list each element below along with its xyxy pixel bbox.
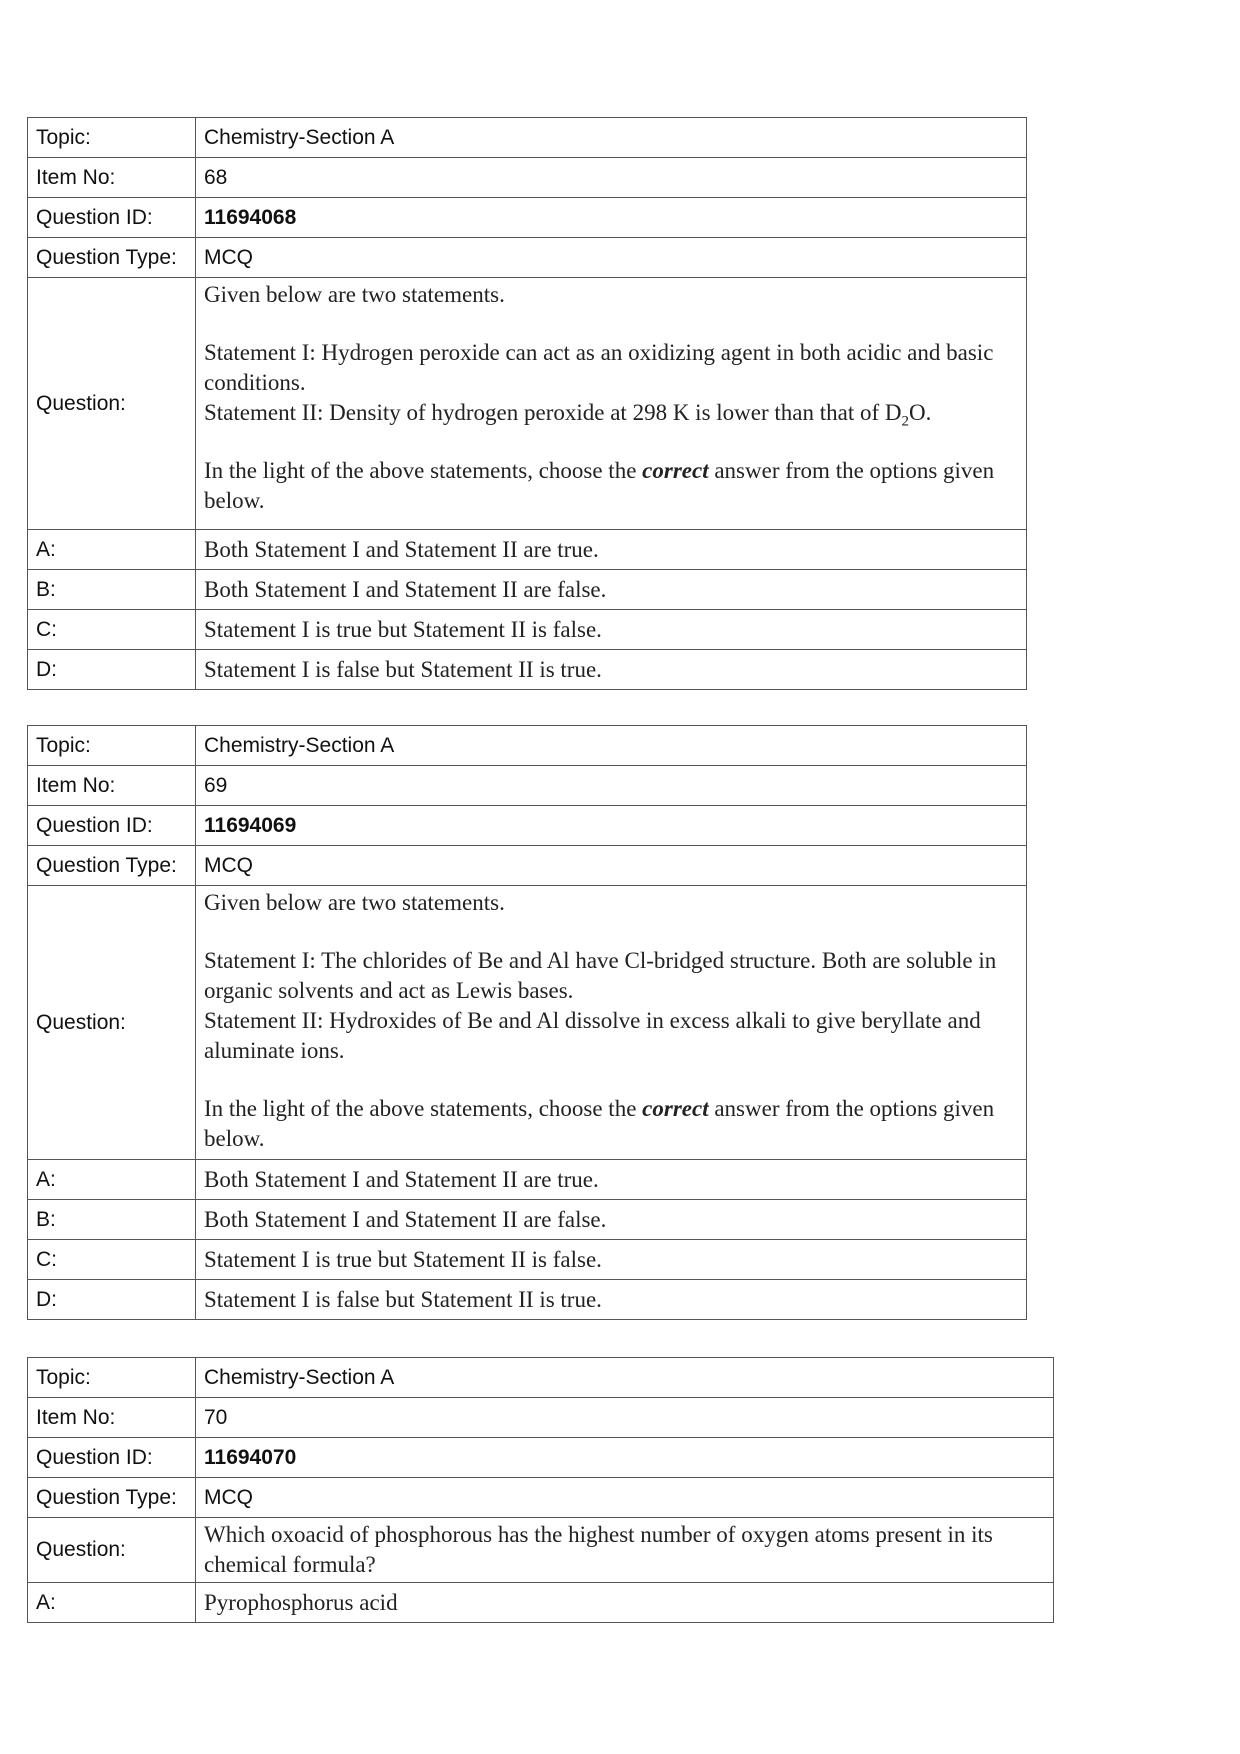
question-type-value: MCQ <box>196 846 1027 886</box>
question-id-row <box>28 806 1027 846</box>
question-instruction: In the light of the above statements, choose the correct answer from the options given below. <box>204 1096 995 1151</box>
statement-2: Statement II: Density of hydrogen peroxide at 298 K is lower than that of $D_2O$. <box>204 400 932 430</box>
item-no-row <box>28 1398 1054 1438</box>
question-id-value: 11694070 <box>196 1438 1054 1478</box>
question-text <box>196 886 1027 1160</box>
statement-2: Statement II: Hydroxides of Be and Al dissolve in excess alkali to give beryllate and aluminate ions. <box>204 1008 981 1063</box>
option-c-label: C: <box>28 1240 196 1280</box>
question-instruction: In the light of the above statements, choose the correct answer from the options given below. <box>204 458 995 513</box>
option-a-row <box>28 1160 1027 1200</box>
option-a-label: A: <box>28 530 196 570</box>
question-type-value: MCQ <box>196 1478 1054 1518</box>
item-no-row <box>28 158 1027 198</box>
item-no-value: 69 <box>196 766 1027 806</box>
question-id-row <box>28 198 1027 238</box>
question-card-69 <box>27 725 1027 1320</box>
option-c-label: C: <box>28 610 196 650</box>
option-c-row <box>28 610 1027 650</box>
topic-value: Chemistry-Section A <box>196 118 1027 158</box>
question-type-label: Question Type: <box>28 1478 196 1518</box>
item-no-value: 70 <box>196 1398 1054 1438</box>
question-type-row <box>28 238 1027 278</box>
option-b-row <box>28 570 1027 610</box>
question-row <box>28 1518 1054 1583</box>
question-label: Question: <box>28 886 196 1160</box>
item-no-label: Item No: <box>28 1398 196 1438</box>
option-d-row <box>28 1280 1027 1320</box>
option-d-text: Statement I is false but Statement II is true. <box>196 1280 1027 1320</box>
topic-label: Topic: <box>28 118 196 158</box>
option-d-label: D: <box>28 650 196 690</box>
option-a-text: Both Statement I and Statement II are true. <box>196 1160 1027 1200</box>
option-d-row <box>28 650 1027 690</box>
option-d-text: Statement I is false but Statement II is true. <box>196 650 1027 690</box>
statement-1: Statement I: The chlorides of Be and Al have Cl-bridged structure. Both are soluble in organic solvents and act as Lewis bases. <box>204 948 997 1003</box>
question-card-68 <box>27 117 1027 690</box>
question-row <box>28 886 1027 1160</box>
statement-1: Statement I: Hydrogen peroxide can act as an oxidizing agent in both acidic and basic conditions. <box>204 340 994 395</box>
question-intro: Given below are two statements. <box>204 890 505 915</box>
question-row <box>28 278 1027 530</box>
question-id-label: Question ID: <box>28 806 196 846</box>
option-c-text: Statement I is true but Statement II is false. <box>196 610 1027 650</box>
option-a-row <box>28 530 1027 570</box>
option-b-row <box>28 1200 1027 1240</box>
option-c-row <box>28 1240 1027 1280</box>
question-card-70 <box>27 1357 1054 1623</box>
topic-label: Topic: <box>28 1358 196 1398</box>
question-id-label: Question ID: <box>28 198 196 238</box>
topic-value: Chemistry-Section A <box>196 726 1027 766</box>
option-b-label: B: <box>28 570 196 610</box>
topic-label: Topic: <box>28 726 196 766</box>
item-no-label: Item No: <box>28 766 196 806</box>
question-type-label: Question Type: <box>28 238 196 278</box>
question-text: Which oxoacid of phosphorous has the highest number of oxygen atoms present in its chemical formula? <box>196 1518 1054 1583</box>
option-b-text: Both Statement I and Statement II are false. <box>196 570 1027 610</box>
option-a-row <box>28 1583 1054 1623</box>
option-a-label: A: <box>28 1160 196 1200</box>
item-no-label: Item No: <box>28 158 196 198</box>
question-type-value: MCQ <box>196 238 1027 278</box>
topic-value: Chemistry-Section A <box>196 1358 1054 1398</box>
question-type-label: Question Type: <box>28 846 196 886</box>
question-id-value: 11694068 <box>196 198 1027 238</box>
topic-row <box>28 726 1027 766</box>
option-c-text: Statement I is true but Statement II is false. <box>196 1240 1027 1280</box>
option-b-text: Both Statement I and Statement II are false. <box>196 1200 1027 1240</box>
question-id-value: 11694069 <box>196 806 1027 846</box>
item-no-row <box>28 766 1027 806</box>
question-text <box>196 278 1027 530</box>
option-a-label: A: <box>28 1583 196 1623</box>
topic-row <box>28 118 1027 158</box>
topic-row <box>28 1358 1054 1398</box>
question-type-row <box>28 1478 1054 1518</box>
option-a-text: Both Statement I and Statement II are true. <box>196 530 1027 570</box>
question-type-row <box>28 846 1027 886</box>
question-label: Question: <box>28 278 196 530</box>
question-intro: Given below are two statements. <box>204 282 505 307</box>
question-id-row <box>28 1438 1054 1478</box>
question-label: Question: <box>28 1518 196 1583</box>
option-a-text: Pyrophosphorus acid <box>196 1583 1054 1623</box>
option-d-label: D: <box>28 1280 196 1320</box>
item-no-value: 68 <box>196 158 1027 198</box>
option-b-label: B: <box>28 1200 196 1240</box>
question-id-label: Question ID: <box>28 1438 196 1478</box>
